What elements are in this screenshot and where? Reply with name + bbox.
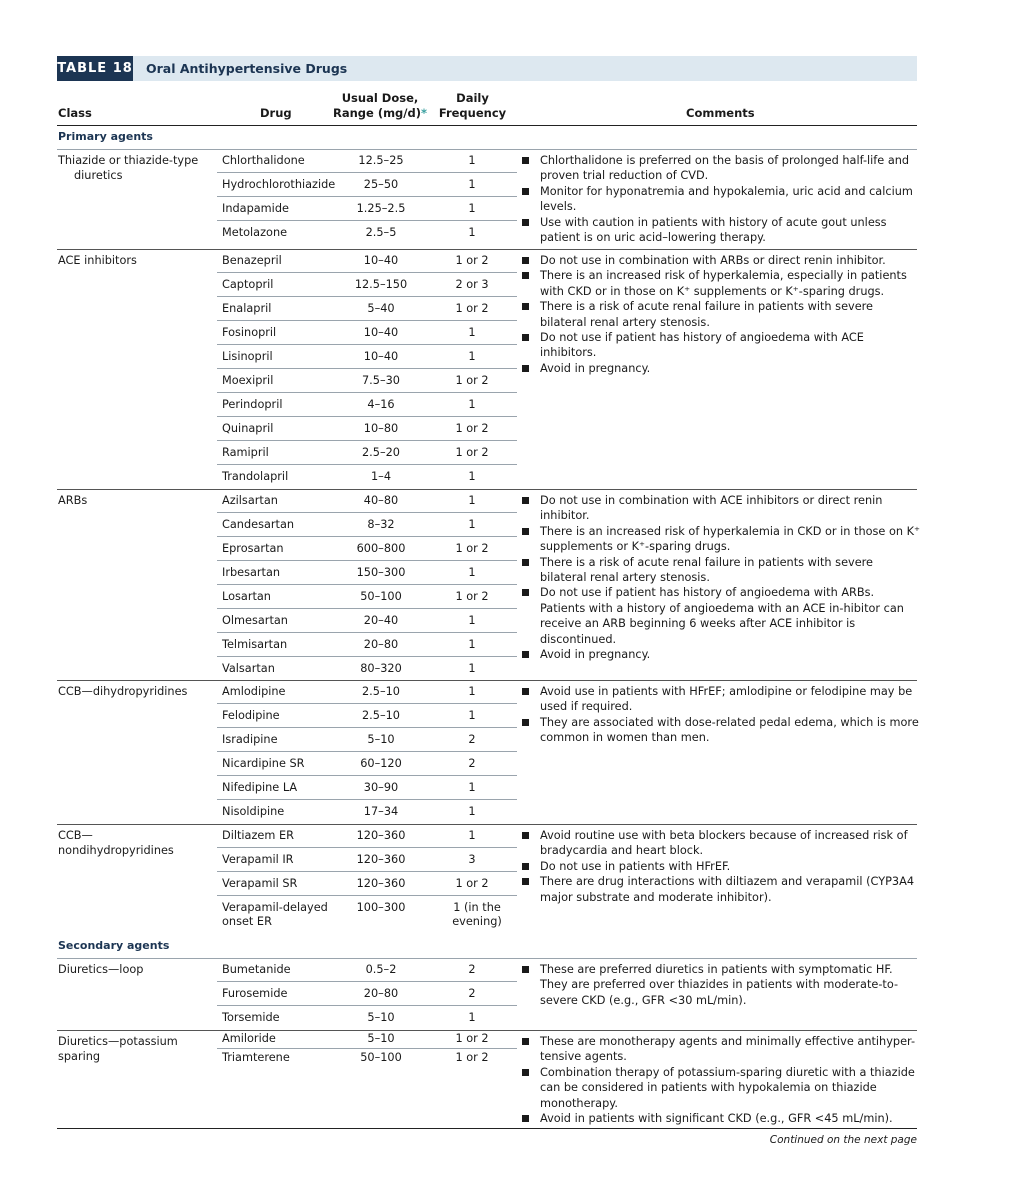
comment-text: There is an increased risk of hyperkalemia, especially in patients with CKD or in those on K⁺ supplements or K⁺-sparing drugs. <box>540 269 907 298</box>
continued-note: Continued on the next page <box>769 1134 917 1146</box>
dose-range: 2.5–20 <box>362 446 400 459</box>
table-row <box>217 633 517 657</box>
dose-range: 0.5–2 <box>365 963 397 976</box>
bullet-square-icon <box>522 365 529 372</box>
header-frequency <box>430 91 515 121</box>
table-row <box>217 657 517 681</box>
table-row <box>217 345 517 369</box>
daily-frequency: 1 or 2 <box>455 877 489 890</box>
drug-name: Amiloride <box>222 1032 276 1045</box>
bullet-square-icon <box>522 559 529 566</box>
drug-class-line: Diuretics—potassium sparing <box>58 1035 178 1063</box>
drug-class-label <box>58 153 208 183</box>
table-row <box>217 173 517 197</box>
dose-range: 5–10 <box>367 1032 395 1045</box>
comment-item <box>522 524 920 555</box>
comment-item <box>522 715 920 746</box>
dose-footnote-marker: * <box>420 106 427 120</box>
drug-name: Enalapril <box>222 302 272 315</box>
dose-range: 2.5–10 <box>362 709 400 722</box>
comment-item <box>522 859 920 874</box>
drug-name: Lisinopril <box>222 350 273 363</box>
daily-frequency: 1 <box>468 154 476 167</box>
comment-text: Avoid in patients with significant CKD (e.g., GFR <45 mL/min). <box>540 1112 893 1126</box>
drug-name: Eprosartan <box>222 542 284 555</box>
comment-item <box>522 1065 920 1111</box>
drug-name: Diltiazem ER <box>222 829 294 842</box>
daily-frequency: 1 or 2 <box>455 254 489 267</box>
bullet-square-icon <box>522 651 529 658</box>
table-row <box>217 800 517 824</box>
comments-list <box>522 493 920 662</box>
bottom-rule <box>57 1128 917 1129</box>
table-row <box>217 982 517 1006</box>
comment-item <box>522 684 920 715</box>
daily-frequency: 1 <box>468 638 476 651</box>
comment-text: Avoid routine use with beta blockers because of increased risk of bradycardia and heart block. <box>540 829 908 858</box>
table-row <box>217 848 517 872</box>
daily-frequency: 3 <box>468 853 476 866</box>
table-row <box>217 221 517 245</box>
bullet-square-icon <box>522 1069 529 1076</box>
comment-text: Do not use in combination with ACE inhibitors or direct renin inhibitor. <box>540 494 883 523</box>
dose-range: 12.5–150 <box>354 278 408 291</box>
comment-text: Do not use if patient has history of angioedema with ACE inhibitors. <box>540 331 864 360</box>
drug-name: Nifedipine LA <box>222 781 298 794</box>
table-row <box>217 489 517 513</box>
comment-text: Avoid use in patients with HFrEF; amlodipine or felodipine may be used if required. <box>540 685 913 714</box>
table-row <box>217 465 517 489</box>
drug-class-line: Diuretics—loop <box>58 963 144 976</box>
daily-frequency: 1 <box>468 805 476 818</box>
bullet-square-icon <box>522 219 529 226</box>
bullet-square-icon <box>522 1115 529 1122</box>
header-dose-line1: Usual Dose, <box>341 91 419 105</box>
daily-frequency: 1 <box>468 709 476 722</box>
header-freq-line1: Daily <box>456 91 489 105</box>
drug-name: Chlorthalidone <box>222 154 305 167</box>
drug-class-label <box>58 828 208 858</box>
bullet-square-icon <box>522 863 529 870</box>
dose-range: 10–40 <box>363 350 399 363</box>
table-row <box>217 561 517 585</box>
daily-frequency: 1 <box>468 470 476 483</box>
table-row <box>217 297 517 321</box>
bullet-square-icon <box>522 257 529 264</box>
dose-range: 2.5–10 <box>362 685 400 698</box>
comments-list <box>522 1034 920 1126</box>
drug-class-label <box>58 253 208 268</box>
daily-frequency: 1 <box>468 662 476 675</box>
bullet-square-icon <box>522 719 529 726</box>
drug-name: Verapamil IR <box>222 853 294 866</box>
bullet-square-icon <box>522 528 529 535</box>
table-row <box>217 393 517 417</box>
drug-name: Olmesartan <box>222 614 288 627</box>
daily-frequency: 2 <box>468 987 476 1000</box>
comment-item <box>522 268 920 299</box>
comment-text: Do not use in combination with ARBs or direct renin inhibitor. <box>540 254 886 267</box>
table-row <box>217 728 517 752</box>
table-row <box>217 752 517 776</box>
drug-class-line: diuretics <box>74 169 123 182</box>
bullet-square-icon <box>522 688 529 695</box>
daily-frequency: 1 <box>468 226 476 239</box>
comment-text: Chlorthalidone is preferred on the basis of prolonged half-life and proven trial reduction of CVD. <box>540 154 910 183</box>
dose-range: 20–40 <box>363 614 399 627</box>
comment-item <box>522 215 920 246</box>
dose-range: 120–360 <box>356 877 406 890</box>
comment-item <box>522 647 920 662</box>
drug-name: Nisoldipine <box>222 805 285 818</box>
table-title: Oral Antihypertensive Drugs <box>146 61 348 76</box>
comment-text: There are drug interactions with diltiazem and verapamil (CYP3A4 major substrate and moderate inhibitor). <box>540 875 915 904</box>
drug-name: Losartan <box>222 590 271 603</box>
drug-name: Hydrochlorothiazide <box>222 178 336 191</box>
drug-name: Ramipril <box>222 446 269 459</box>
drug-name: Trandolapril <box>222 470 289 483</box>
dose-range: 120–360 <box>356 853 406 866</box>
comment-item <box>522 1111 920 1126</box>
daily-frequency: 1 or 2 <box>455 590 489 603</box>
bullet-square-icon <box>522 272 529 279</box>
drug-name: Torsemide <box>222 1011 280 1024</box>
daily-frequency: 1 or 2 <box>455 302 489 315</box>
header-freq-line2: Frequency <box>438 106 507 120</box>
daily-frequency: 1 <box>468 1011 476 1024</box>
drug-name: Bumetanide <box>222 963 291 976</box>
daily-frequency: 1 <box>468 494 476 507</box>
comment-item <box>522 330 920 361</box>
dose-range: 50–100 <box>360 1051 402 1064</box>
drug-name: Nicardipine SR <box>222 757 305 770</box>
bullet-square-icon <box>522 1038 529 1045</box>
section-label-secondary: Secondary agents <box>58 939 170 952</box>
comment-text: Use with caution in patients with history of acute gout unless patient is on uric acid–lowering therapy. <box>540 215 887 245</box>
dose-range: 5–40 <box>367 302 395 315</box>
dose-range: 1–4 <box>370 470 392 483</box>
table-row <box>217 537 517 561</box>
dose-range: 7.5–30 <box>362 374 400 387</box>
dose-range: 20–80 <box>363 987 399 1000</box>
dose-range: 2.5–5 <box>365 226 397 239</box>
daily-frequency: 1 or 2 <box>455 374 489 387</box>
dose-range: 60–120 <box>360 757 402 770</box>
table-title-bar <box>57 56 917 81</box>
dose-range: 8–32 <box>367 518 395 531</box>
drug-class-label <box>58 684 208 699</box>
table-row <box>217 1049 517 1068</box>
comment-text: These are preferred diuretics in patients with symptomatic HF. They are preferred over thiazides in patients with moderate-to-severe CKD (e.g., GFR <30 mL/min). <box>540 963 899 1007</box>
table-row <box>217 321 517 345</box>
comment-text: Do not use in patients with HFrEF. <box>540 859 731 873</box>
comments-list <box>522 153 920 245</box>
drug-class-label <box>58 493 208 508</box>
comment-item <box>522 184 920 215</box>
table-row <box>217 958 517 982</box>
comment-item <box>522 361 920 376</box>
table-row <box>217 249 517 273</box>
table-row <box>217 369 517 393</box>
table-row <box>217 585 517 609</box>
dose-range: 5–10 <box>367 733 395 746</box>
bullet-square-icon <box>522 966 529 973</box>
header-rule <box>57 125 917 126</box>
comment-item <box>522 962 920 1008</box>
daily-frequency: 1 <box>468 326 476 339</box>
dose-range: 4–16 <box>367 398 395 411</box>
table-row <box>217 417 517 441</box>
drug-name: Benazepril <box>222 254 282 267</box>
dose-range: 10–40 <box>363 326 399 339</box>
daily-frequency: 2 or 3 <box>455 278 489 291</box>
drug-name: Valsartan <box>222 662 275 675</box>
bullet-square-icon <box>522 878 529 885</box>
drug-class-line: CCB—dihydropyridines <box>58 685 188 698</box>
dose-range: 150–300 <box>356 566 406 579</box>
daily-frequency: 1 <box>468 202 476 215</box>
section-label-primary: Primary agents <box>58 130 153 143</box>
daily-frequency: 2 <box>468 757 476 770</box>
drug-name: Verapamil SR <box>222 877 298 890</box>
comment-item <box>522 828 920 859</box>
drug-name: Irbesartan <box>222 566 281 579</box>
daily-frequency: 2 <box>468 963 476 976</box>
dose-range: 50–100 <box>360 590 402 603</box>
bullet-square-icon <box>522 832 529 839</box>
comment-item <box>522 585 920 647</box>
bullet-square-icon <box>522 589 529 596</box>
bullet-square-icon <box>522 334 529 341</box>
drug-name: Furosemide <box>222 987 288 1000</box>
dose-range: 40–80 <box>363 494 399 507</box>
comment-text: These are monotherapy agents and minimally effective antihyper-tensive agents. <box>540 1035 916 1064</box>
daily-frequency: 1 <box>468 685 476 698</box>
comment-item <box>522 253 920 268</box>
daily-frequency: 1 <box>468 350 476 363</box>
comment-item <box>522 493 920 524</box>
drug-class-line: ARBs <box>58 494 88 507</box>
daily-frequency: 1 or 2 <box>455 1032 489 1045</box>
header-class: Class <box>58 106 92 120</box>
daily-frequency: 1 or 2 <box>455 446 489 459</box>
dose-range: 17–34 <box>363 805 399 818</box>
daily-frequency: 2 <box>468 733 476 746</box>
dose-range: 100–300 <box>356 901 406 914</box>
table-row <box>217 513 517 537</box>
drug-name: Verapamil-delayed onset ER <box>222 901 328 928</box>
bullet-square-icon <box>522 188 529 195</box>
dose-range: 20–80 <box>363 638 399 651</box>
bullet-square-icon <box>522 303 529 310</box>
comment-text: Combination therapy of potassium-sparing diuretic with a thiazide can be considered in patients with hypokalemia on thiazide monotherapy. <box>540 1065 915 1110</box>
drug-name: Perindopril <box>222 398 283 411</box>
comment-item <box>522 1034 920 1065</box>
comment-text: There is an increased risk of hyperkalemia in CKD or in those on K⁺ supplements or K⁺-sparing drugs. <box>540 524 920 554</box>
drug-name: Amlodipine <box>222 685 286 698</box>
header-drug: Drug <box>260 106 292 120</box>
comments-list <box>522 253 920 376</box>
header-comments: Comments <box>686 106 755 120</box>
drug-class-line: CCB—nondihydropyridines <box>58 829 174 857</box>
dose-range: 600–800 <box>356 542 406 555</box>
daily-frequency: 1 <box>468 614 476 627</box>
drug-class-label <box>58 1034 208 1064</box>
drug-class-label <box>58 962 208 977</box>
drug-name: Moexipril <box>222 374 274 387</box>
comment-text: There is a risk of acute renal failure in patients with severe bilateral renal artery stenosis. <box>540 300 873 329</box>
daily-frequency: 1 or 2 <box>455 542 489 555</box>
dose-range: 10–80 <box>363 422 399 435</box>
table-number-tag: TABLE 18 <box>57 56 133 81</box>
drug-name: Azilsartan <box>222 494 278 507</box>
comments-list <box>522 962 920 1008</box>
header-dose <box>330 91 430 121</box>
table-row <box>217 273 517 297</box>
daily-frequency: 1 or 2 <box>455 1051 489 1064</box>
daily-frequency: 1 <box>468 829 476 842</box>
bullet-square-icon <box>522 497 529 504</box>
comment-item <box>522 555 920 586</box>
table-row <box>217 680 517 704</box>
daily-frequency: 1 or 2 <box>455 422 489 435</box>
table-row <box>217 824 517 848</box>
daily-frequency: 1 <box>468 566 476 579</box>
comment-text: Monitor for hyponatremia and hypokalemia, uric acid and calcium levels. <box>540 184 913 214</box>
table-row <box>217 149 517 173</box>
drug-name: Telmisartan <box>222 638 288 651</box>
drug-name: Candesartan <box>222 518 295 531</box>
drug-name: Fosinopril <box>222 326 277 339</box>
daily-frequency: 1 (in the evening) <box>452 901 502 928</box>
comment-text: They are associated with dose-related pedal edema, which is more common in women than men. <box>540 715 919 745</box>
dose-range: 80–320 <box>360 662 402 675</box>
drug-name: Quinapril <box>222 422 274 435</box>
comment-item <box>522 153 920 184</box>
dose-range: 120–360 <box>356 829 406 842</box>
dose-range: 25–50 <box>363 178 399 191</box>
table-row <box>217 704 517 728</box>
drug-name: Indapamide <box>222 202 289 215</box>
drug-name: Felodipine <box>222 709 280 722</box>
drug-class-line: ACE inhibitors <box>58 254 137 267</box>
comments-list <box>522 828 920 905</box>
daily-frequency: 1 <box>468 398 476 411</box>
bullet-square-icon <box>522 157 529 164</box>
table-row <box>217 776 517 800</box>
table-row <box>217 197 517 221</box>
comment-text: Do not use if patient has history of angioedema with ARBs. Patients with a history of angioedema with an ACE in-hibitor can receive an ARB beginning 6 weeks after ACE inhibitor is discontinued. <box>540 586 904 646</box>
daily-frequency: 1 <box>468 781 476 794</box>
table-row <box>217 609 517 633</box>
dose-range: 10–40 <box>363 254 399 267</box>
dose-range: 30–90 <box>363 781 399 794</box>
comment-text: There is a risk of acute renal failure in patients with severe bilateral renal artery stenosis. <box>540 555 873 585</box>
drug-name: Isradipine <box>222 733 278 746</box>
dose-range: 1.25–2.5 <box>356 202 406 215</box>
drug-name: Captopril <box>222 278 274 291</box>
table-row <box>217 872 517 896</box>
comments-list <box>522 684 920 746</box>
drug-class-line: Thiazide or thiazide-type <box>58 154 199 167</box>
table-row <box>217 1006 517 1030</box>
table-row <box>217 1030 517 1049</box>
comment-item <box>522 874 920 905</box>
drug-name: Metolazone <box>222 226 288 239</box>
table-row <box>217 896 517 942</box>
comment-text: Avoid in pregnancy. <box>540 361 651 375</box>
header-dose-line2: Range (mg/d) <box>332 106 421 120</box>
drug-name: Triamterene <box>222 1051 290 1064</box>
table-row <box>217 441 517 465</box>
comment-text: Avoid in pregnancy. <box>540 648 651 662</box>
daily-frequency: 1 <box>468 178 476 191</box>
dose-range: 12.5–25 <box>358 154 404 167</box>
dose-range: 5–10 <box>367 1011 395 1024</box>
daily-frequency: 1 <box>468 518 476 531</box>
comment-item <box>522 299 920 330</box>
